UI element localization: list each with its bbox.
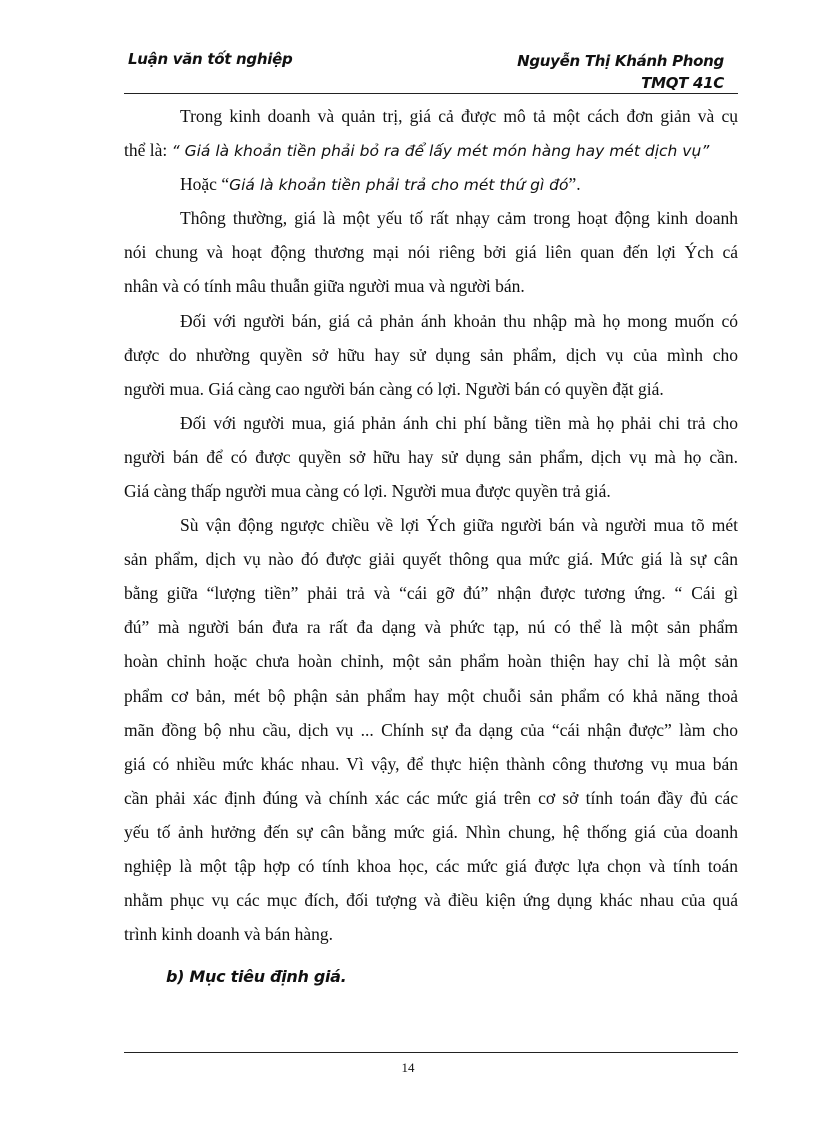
text-line (180, 174, 738, 195)
text-line: người mua. Giá càng cao người bán càng có lợi. Người bán có quyền đặt giá. (124, 379, 664, 399)
text-line: nhân và có tính mâu thuẫn giữa người mua và người bán. (124, 276, 525, 296)
text-line: được do nhường quyền sở hữu hay sử dụng sản phẩm, dịch vụ của mình cho (124, 345, 738, 365)
text-line: phẩm cơ bản, mét bộ phận sản phẩm hay một chuỗi sản phẩm có khả năng thoả (124, 686, 738, 706)
text-line: Đối với người mua, giá phản ánh chi phí bằng tiền mà họ phải chi trả cho (180, 413, 738, 433)
quote-open: “ (221, 174, 230, 194)
text-line: nghiệp là một tập hợp có tính khoa học, các mức giá được lựa chọn và tính toán (124, 856, 738, 876)
page-number: 14 (401, 1060, 415, 1075)
text-line: Sù vận động ngược chiều về lợi Ých giữa người bán và người mua tõ mét (180, 515, 738, 535)
quote-definition-2: Giá là khoản tiền phải trả cho mét thứ gì đó (229, 176, 569, 194)
text-line: đú” mà người bán đưa ra rất đa dạng và phức tạp, nú có thể là một sản phẩm (124, 617, 738, 637)
text-line: Đối với người bán, giá cả phản ánh khoản thu nhập mà họ mong muốn có (180, 311, 738, 331)
text-line: Thông thường, giá là một yếu tố rất nhạy cảm trong hoạt động kinh doanh (180, 208, 738, 228)
text-line: yếu tố ảnh hưởng đến sự cân bằng mức giá. Nhìn chung, hệ thống giá của doanh (124, 822, 738, 842)
text-line-lead: Hoặc (180, 174, 217, 194)
footer-divider (124, 1052, 738, 1053)
text-line: hoàn chỉnh hoặc chưa hoàn chỉnh, một sản phẩm hoàn thiện hay chỉ là một sản (124, 651, 738, 671)
text-line: bằng giữa “lượng tiền” phải trả và “cái gỡ đú” nhận được tương ứng. “ Cái gì (124, 583, 738, 603)
text-line: giá có nhiều mức khác nhau. Vì vậy, để thực hiện thành công thương vụ mua bán (124, 754, 738, 774)
header-divider (124, 93, 738, 94)
text-line: người bán để có được quyền sở hữu hay sử dụng sản phẩm, dịch vụ mà họ cần. (124, 447, 738, 467)
text-line (124, 140, 738, 161)
text-line: Trong kinh doanh và quản trị, giá cả được mô tả một cách đơn giản và cụ (180, 106, 738, 126)
header-class: TMQT 41C (641, 74, 724, 92)
text-line: nói chung và hoạt động thương mại nói riêng bởi giá liên quan đến lợi Ých cá (124, 242, 738, 262)
text-line: cần phải xác định đúng và chính xác các mức giá trên cơ sở tính toán đầy đủ các (124, 788, 738, 808)
header-author: Nguyễn Thị Khánh Phong (517, 52, 724, 70)
quote-definition-1: “ Giá là khoản tiền phải bỏ ra để lấy mét món hàng hay mét dịch vụ” (171, 142, 710, 160)
header-author-block (517, 50, 724, 94)
section-heading: b) Mục tiêu định giá. (166, 967, 347, 986)
text-line-lead: thể là: (124, 140, 168, 160)
text-line: nhằm phục vụ các mục đích, đối tượng và điều kiện ứng dụng khác nhau của quá (124, 890, 738, 910)
quote-close: ”. (568, 174, 581, 194)
text-line: sản phẩm, dịch vụ nào đó được giải quyết thông qua mức giá. Mức giá là sự cân (124, 549, 738, 569)
text-line: trình kinh doanh và bán hàng. (124, 924, 333, 944)
header-title: Luận văn tốt nghiệp (128, 50, 293, 68)
text-line: mãn đồng bộ nhu cầu, dịch vụ ... Chính sự đa dạng của “cái nhận được” làm cho (124, 720, 738, 740)
text-line: Giá càng thấp người mua càng có lợi. Người mua được quyền trả giá. (124, 481, 611, 501)
